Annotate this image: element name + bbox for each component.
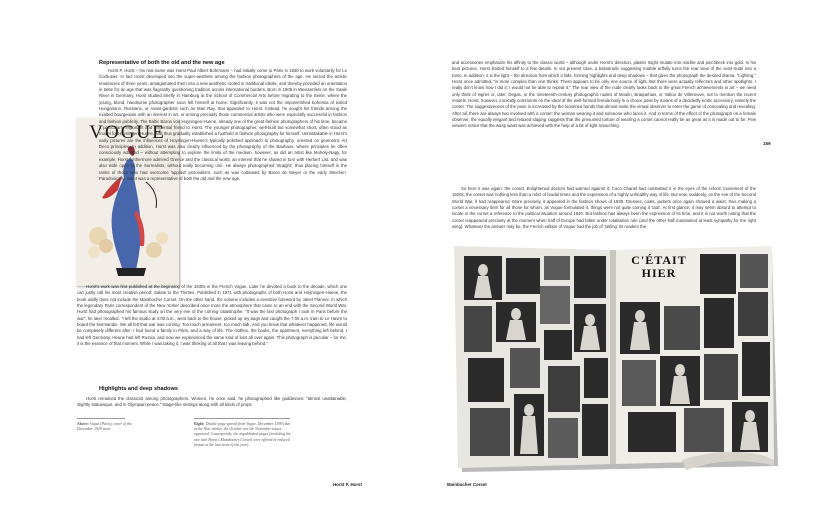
caption-label: Above: <box>77 422 89 426</box>
caption-rule-right <box>194 418 290 419</box>
caption-vogue-cover <box>77 422 143 432</box>
body-text-block-1 <box>99 68 347 296</box>
spread-headline-line2: HIER <box>641 266 677 280</box>
body-paragraph: So here it was again: the corset. Enlightened doctors had warned against it; Coco Chanel had combatted it in the eyes of the reform movement of the 1920s; the corset was nothing less than a relict of feudal times and the expression of a highly unhealthy way of life. But now, suddenly, on the eve of the Second World War, it had reappeared. More precisely, it appeared in the fashion shows of 1939. Dresses, coats, jackets once again showed a waist, thus making a corset a necessary item for all those for whom, as Vogue formulated it, things were not quite coming it 'taut'. At first glance, it may seem absurd to attempt to locate in the corset a reference to the political situation around 1940. But fashion has always been the expression of its time, and it is not worth noting that the corset reappeared precisely at the moment when half of Europe had fallen under totalitarian rule (and the other half maintained at least sympathy for the right wing). Whatever the answer may be, the French edition of Vogue had the job of 'selling' its readers the <box>452 186 756 230</box>
caption-rule-left <box>77 418 125 419</box>
caption-text: (Paris), cover of the December 1929 issue <box>77 422 132 432</box>
footer-running-head-left: Horst P. Horst <box>333 482 362 487</box>
body-paragraph: Horst's work was first published at the beginning of the 1930s in the French Vogue. Later he devoted a book to the decade, which one can justly call his most creative period: Salute to the Thirties. Published in 1971 with photographs of both Horst and Hoyningen-Huene, the book oddly does not include the Mainbocher Corset. On the other hand, the volume includes a sensitive foreword by Janet Flanner, in which the legendary Paris correspondent of the New Yorker described once more the atmosphere that came to an end with the Second World War. Horst had photographed his famous study on the very eve of the coming catastrophe. "It was the last photograph I took in Paris before the war", he later recalled. "I left the studio at 4:00 a.m., went back to the house, picked up my bags and caught the 7:00 a.m. train to Le Havre to board the Normandie. We all felt that war was coming. Too much armament, too much talk. And you knew that whatever happened, life would be completely different after. I had found a family in Paris, and a way of life. The clothes, the books, the apartment, everything left behind. I had left Germany, Heune had left Russia, and now we experienced the same kind of loss all over again. This photograph is peculiar – for me, it is the essence of that moment. While I was taking it, I was thinking of all that I was leaving behind." <box>77 284 347 347</box>
vogue-masthead: VOGUE <box>89 122 166 143</box>
caption-spread <box>194 422 294 448</box>
spread-headline-line1: C'ÉTAIT <box>631 253 687 267</box>
footer-running-head-right: Mainbocher Corset <box>447 482 487 487</box>
spread-headline <box>624 254 694 280</box>
spread-illustration <box>452 244 780 474</box>
body-text-block-2 <box>77 284 347 379</box>
body-paragraph: and accessories emphasize his affinity to the classic world – although under Horst's direction, plaster might mutate into marble and pinchbeck into gold. In his best pictures, Horst limited himself to a few details. In our present case, a balustrade suggesting marble artfully turns the rear view of the semi-nude into a torso. In addition, it is the light – the direction from which it falls, forming highlights and deep shadows – that gives the photograph the desired drama. "Lighting," Horst once admitted, "is more complex than one thinks. There appears to be only one source of light. But there were actually reflectors and other spotlights. I really don't know how I did it; I would not be able to repeat it." The rear view of the nude clearly looks back to the great French achievements in art – we need only think of Ingres or, later, Degas, or the nineteenth-century photographic nudes of Moulin, Braquehais, or Vallou de Villeneuve, not to mention the recent models. Horst, however, ironically comments on the ideal of the well-formed female body in a choice pose by means of a decidedly erotic accessory, namely the corset. The suggestiveness of the pose is increased by the loosened bands that almost invite the virtual observer to enter the game of concealing and revealing. After all, there are always two involved with a corset: the woman wearing it and someone who laces it. And in terms of the effect of the photograph on a female observer, the equally elegant and relaxed staging suggests that the presumed torture of wearing a corset cannot really be as great as it is made out to be. Few viewers notice that the wasp waist was achieved with the help of a bit of light retouching. <box>452 60 756 129</box>
body-text-block-4 <box>452 60 756 180</box>
caption-label: Right: <box>194 422 205 426</box>
body-paragraph: Horst remained the classicist among photographers. Women, he once said, he photographed like goddesses: "almost unattainable, slightly statuesque, and in Olympian peace." Stage-like settings along with all kinds of props <box>77 396 347 408</box>
page-number: 159 <box>763 141 771 146</box>
body-text-block-3 <box>77 396 347 410</box>
caption-text: Double page spread from Vogue, December 1939 (due to the War, neither the October nor the November issues appeared. Consequently, the unpublished pages (including the one with Horst's Mainbocher Corset) were offered in reduced format in the last issue of the year). <box>194 422 291 447</box>
section-heading-highlights: Highlights and deep shadows <box>99 386 178 392</box>
body-text-block-5 <box>452 186 756 236</box>
section-heading-old-and-new: Representative of both the old and the new age <box>99 60 225 66</box>
body-paragraph: Horst P. Horst – his real name was Horst Paul Albert Bohrmann – had initially come to Paris in 1930 to work voluntarily for Le Corbusier. In fact Horst developed into the super-aesthete among the fashion photographers of the age. He seized the artistic tendencies of three years, amalgamated them into a new aesthetic rooted in traditional ideals, and thereby provided an orientation in taste for an age that was flagrantly questioning tradition across international borders. Born in 1906 in Weissenfels on the Saale River in Germany, Horst studied briefly in Hamburg at the School of Commercial Arts before migrating to the Seine, where the young, blond, handsome photographer soon felt himself at home. Significantly, it was not the impoverished bohemia of exiled Hungarians, Russians, or Avant-gardists such as Man Ray, that appealed to Horst. Instead, he sought his friends among the exalted bourgeoisie with an interest in art, or among precisely those commercial artists who were especially successful in fashion and fashion publicity. The Baltic Baron von Hoyningen-Huene, already one of the great fashion photographers of his time, became a particularly important and influential friend to Horst. The younger photographer, well-built but somewhat short, often stood as model for Hoyningen-Huene, and thus gradually established a foothold in fashion photography for himself. Unmistakable in Horst's early pictures are the influences of Hoyningen-Huene's typically polished approach to photography, oriented on geometric Art Deco principles. In addition, Horst was also clearly influenced by the photography of the Bauhaus, whose principles he often consciously adopted – without attempting to explore the limits of the medium, however, as did an artist like Moholy-Nagy, for example. Horst furthermore admired Greece and the classical world, an interest that he shared in turn with Herbert List, and was also wide open to the Surrealists, without really becoming one. He always photographed 'straight', thus placing himself in the ranks of those who had overcome 'applied' pictorialism, such as was cultivated by Baron de Meyer or the early Steichen. Paradoxically, Horst was a representative of both the old and the new age. <box>99 68 347 181</box>
caption-title: Vogue <box>89 422 100 426</box>
vogue-spread-photo <box>452 244 780 474</box>
